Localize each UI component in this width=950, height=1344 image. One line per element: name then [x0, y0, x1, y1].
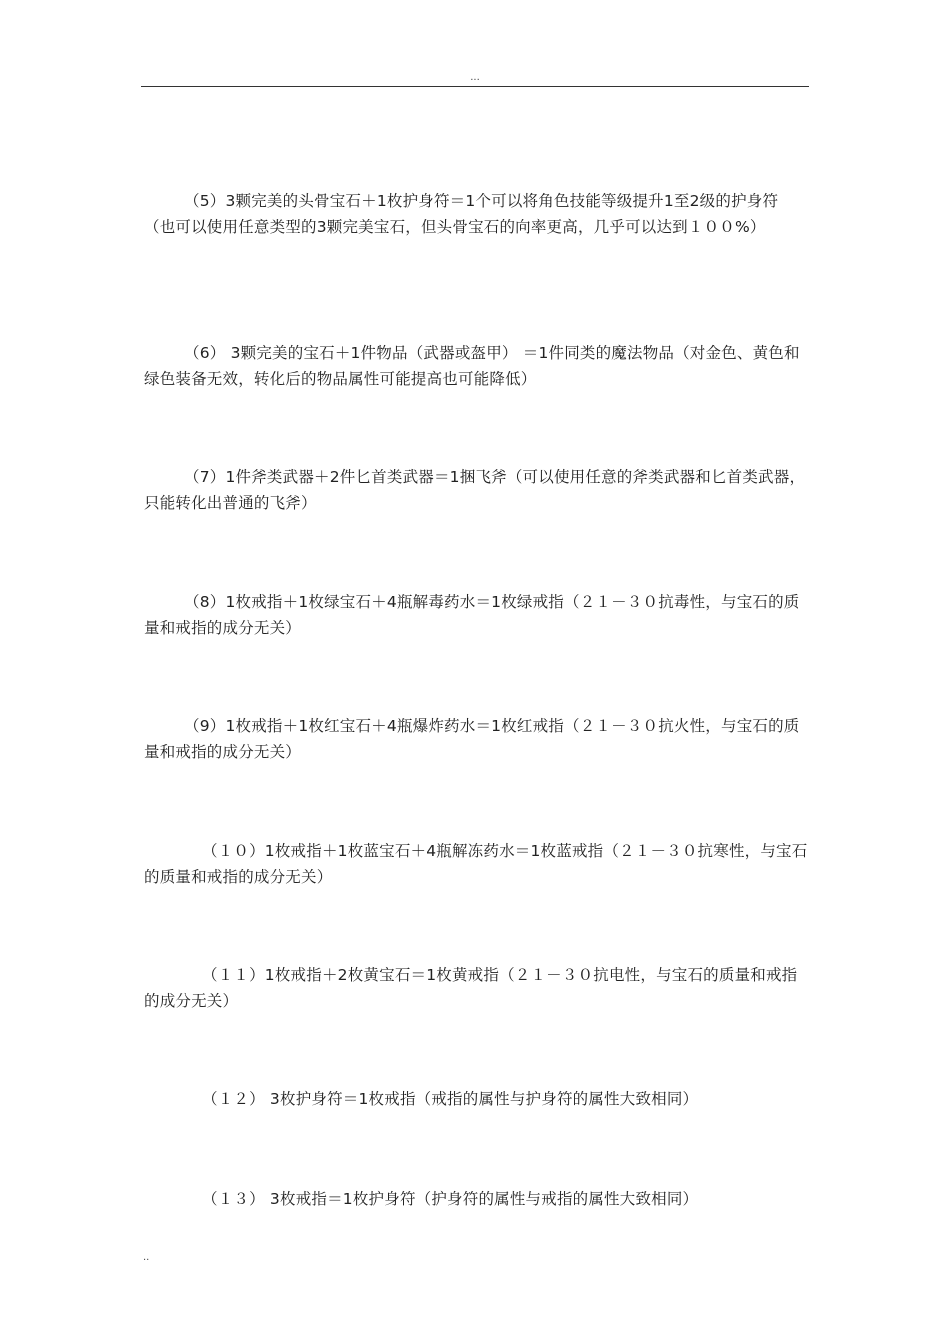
paragraph-13: （１３） 3枚戒指＝1枚护身符（护身符的属性与戒指的属性大致相同） [202, 1190, 699, 1208]
paragraph-11: （１１）1枚戒指＋2枚黄宝石＝1枚黄戒指（２１－３０抗电性，与宝石的质量和戒指的成分无关） [144, 966, 798, 1010]
paragraph-6: （6） 3颗完美的宝石＋1件物品（武器或盔甲） ＝1件同类的魔法物品（对金色、黄色和绿色装备无效，转化后的物品属性可能提高也可能降低） [144, 344, 800, 388]
paragraph-10: （１０）1枚戒指＋1枚蓝宝石＋4瓶解冻药水＝1枚蓝戒指（２１－３０抗寒性，与宝石的质量和戒指的成分无关） [144, 842, 808, 886]
paragraph-9: （9）1枚戒指＋1枚红宝石＋4瓶爆炸药水＝1枚红戒指（２１－３０抗火性，与宝石的质量和戒指的成分无关） [144, 717, 800, 761]
header-rule [141, 86, 809, 87]
paragraph-12: （１２） 3枚护身符＝1枚戒指（戒指的属性与护身符的属性大致相同） [202, 1090, 699, 1108]
paragraph-8: （8）1枚戒指＋1枚绿宝石＋4瓶解毒药水＝1枚绿戒指（２１－３０抗毒性，与宝石的质量和戒指的成分无关） [144, 593, 800, 637]
paragraph-7: （7）1件斧类武器＋2件匕首类武器＝1捆飞斧（可以使用任意的斧类武器和匕首类武器，只能转化出普通的飞斧） [144, 468, 806, 512]
page-header [141, 72, 809, 88]
footer-marker: .. [143, 1252, 150, 1263]
paragraph-5: （5）3颗完美的头骨宝石＋1枚护身符＝1个可以将角色技能等级提升1至2级的护身符（也可以使用任意类型的3颗完美宝石，但头骨宝石的向率更高，几乎可以达到１００%） [144, 192, 779, 236]
header-marker: ... [470, 72, 480, 83]
